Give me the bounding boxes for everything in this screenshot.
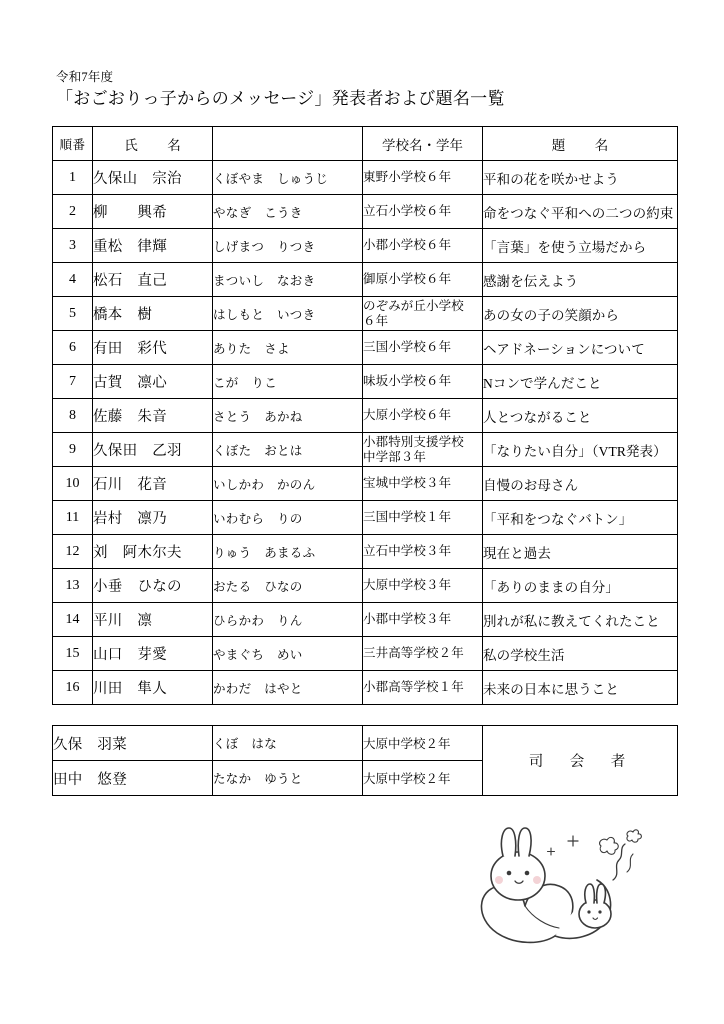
row-title: 命をつなぐ平和への二つの約束: [483, 195, 678, 229]
row-kana: しげまつ りつき: [213, 229, 363, 263]
row-kana: おたる ひなの: [213, 569, 363, 603]
table-row: [53, 637, 678, 671]
row-name: 柳 興希: [93, 195, 213, 229]
row-school-line1: のぞみが丘小学校: [363, 298, 464, 313]
row-title: 平和の花を咲かせよう: [483, 161, 678, 195]
row-title: 「ありのままの自分」: [483, 569, 678, 603]
row-kana: くぼやま しゅうじ: [213, 161, 363, 195]
row-kana: はしもと いつき: [213, 297, 363, 331]
row-no: 15: [53, 637, 93, 671]
row-no: 12: [53, 535, 93, 569]
table-row: [53, 263, 678, 297]
row-school: [363, 569, 483, 603]
row-name: 岩村 凛乃: [93, 501, 213, 535]
row-kana: くぼた おとは: [213, 433, 363, 467]
row-no: 14: [53, 603, 93, 637]
table-row: [53, 365, 678, 399]
row-no: 8: [53, 399, 93, 433]
row-no: 6: [53, 331, 93, 365]
row-school: [363, 433, 483, 467]
row-school: [363, 365, 483, 399]
row-name: 松石 直己: [93, 263, 213, 297]
row-school: [363, 297, 483, 331]
table-row: [53, 331, 678, 365]
host-name: 田中 悠登: [53, 761, 213, 796]
row-school-line1: 立石中学校３年: [363, 544, 452, 558]
row-school: [363, 501, 483, 535]
presenters-table: [52, 126, 678, 705]
table-header-row: [53, 127, 678, 161]
table-row: [53, 467, 678, 501]
row-no: 2: [53, 195, 93, 229]
host-kana: たなか ゆうと: [213, 761, 363, 796]
row-school: [363, 603, 483, 637]
row-name: 久保山 宗治: [93, 161, 213, 195]
row-school: [363, 535, 483, 569]
row-name: 古賀 凛心: [93, 365, 213, 399]
page-title: 「おごおりっ子からのメッセージ」発表者および題名一覧: [56, 89, 505, 108]
host-role-label: 司 会 者: [483, 726, 678, 796]
row-title: 未来の日本に思うこと: [483, 671, 678, 705]
row-school: [363, 229, 483, 263]
row-school: [363, 195, 483, 229]
column-header-kana: [213, 127, 363, 161]
row-no: 16: [53, 671, 93, 705]
column-header-no: 順番: [53, 127, 93, 161]
table-row: [53, 161, 678, 195]
row-school-line1: 小郡小学校６年: [363, 238, 452, 252]
row-school-line1: 大原小学校６年: [363, 408, 452, 422]
host-school: 大原中学校２年: [363, 726, 483, 761]
row-title: 現在と過去: [483, 535, 678, 569]
row-kana: いしかわ かのん: [213, 467, 363, 501]
document-header: [56, 70, 676, 110]
row-kana: りゅう あまるふ: [213, 535, 363, 569]
row-kana: いわむら りの: [213, 501, 363, 535]
table-row: [53, 535, 678, 569]
row-school: [363, 467, 483, 501]
row-kana: かわだ はやと: [213, 671, 363, 705]
row-school-line1: 東野小学校６年: [363, 170, 452, 184]
row-name: 久保田 乙羽: [93, 433, 213, 467]
row-title: 「なりたい自分」（VTR発表）: [483, 433, 678, 467]
row-school: [363, 399, 483, 433]
row-title: あの女の子の笑顔から: [483, 297, 678, 331]
host-name: 久保 羽菜: [53, 726, 213, 761]
row-no: 1: [53, 161, 93, 195]
table-row: [53, 399, 678, 433]
row-school-line1: 小郡高等学校１年: [363, 680, 464, 694]
row-no: 5: [53, 297, 93, 331]
row-name: 有田 彩代: [93, 331, 213, 365]
row-name: 川田 隼人: [93, 671, 213, 705]
table-row: [53, 195, 678, 229]
row-kana: ひらかわ りん: [213, 603, 363, 637]
column-header-title: 題 名: [483, 127, 678, 161]
row-name: 石川 花音: [93, 467, 213, 501]
row-name: 佐藤 朱音: [93, 399, 213, 433]
row-name: 橋本 樹: [93, 297, 213, 331]
column-header-name: 氏 名: [93, 127, 213, 161]
host-kana: くぼ はな: [213, 726, 363, 761]
row-school-line1: 御原小学校６年: [363, 272, 452, 286]
row-title: 私の学校生活: [483, 637, 678, 671]
table-row: [53, 433, 678, 467]
row-no: 10: [53, 467, 93, 501]
row-title: 人とつながること: [483, 399, 678, 433]
row-school-line1: 三国中学校１年: [363, 510, 452, 524]
row-kana: こが りこ: [213, 365, 363, 399]
row-no: 11: [53, 501, 93, 535]
column-header-school: 学校名・学年: [363, 127, 483, 161]
row-name: 山口 芽愛: [93, 637, 213, 671]
row-title: 「言葉」を使う立場だから: [483, 229, 678, 263]
row-school: [363, 637, 483, 671]
hosts-table: [52, 725, 678, 796]
row-kana: まついし なおき: [213, 263, 363, 297]
row-title: 「平和をつなぐバトン」: [483, 501, 678, 535]
row-no: 4: [53, 263, 93, 297]
row-school-line2: 中学部３年: [363, 449, 427, 464]
fiscal-year: 令和7年度: [56, 70, 114, 84]
row-school: [363, 161, 483, 195]
table-row: [53, 569, 678, 603]
row-school-line1: 宝城中学校３年: [363, 476, 452, 490]
table-row: [53, 603, 678, 637]
row-school-line2: ６年: [363, 313, 389, 328]
row-school-line1: 三国小学校６年: [363, 340, 452, 354]
rabbit-heart-illustration: [455, 818, 685, 978]
row-no: 9: [53, 433, 93, 467]
row-name: 小垂 ひなの: [93, 569, 213, 603]
row-name: 平川 凛: [93, 603, 213, 637]
row-school-line1: 立石小学校６年: [363, 204, 452, 218]
row-school-line1: 大原中学校３年: [363, 578, 452, 592]
row-school-line1: 小郡中学校３年: [363, 612, 452, 626]
row-name: 刘 阿木尔夫: [93, 535, 213, 569]
row-no: 3: [53, 229, 93, 263]
row-title: ヘアドネーションについて: [483, 331, 678, 365]
row-kana: さとう あかね: [213, 399, 363, 433]
row-title: Nコンで学んだこと: [483, 365, 678, 399]
row-title: 感謝を伝えよう: [483, 263, 678, 297]
row-school-line1: 味坂小学校６年: [363, 374, 452, 388]
row-title: 自慢のお母さん: [483, 467, 678, 501]
row-school: [363, 331, 483, 365]
table-row: [53, 501, 678, 535]
row-school: [363, 671, 483, 705]
row-kana: やまぐち めい: [213, 637, 363, 671]
row-title: 別れが私に教えてくれたこと: [483, 603, 678, 637]
row-no: 7: [53, 365, 93, 399]
table-row: [53, 671, 678, 705]
host-row: [53, 726, 678, 761]
row-name: 重松 律輝: [93, 229, 213, 263]
table-row: [53, 297, 678, 331]
host-school: 大原中学校２年: [363, 761, 483, 796]
table-row: [53, 229, 678, 263]
row-school: [363, 263, 483, 297]
row-school-line1: 小郡特別支援学校: [363, 434, 464, 449]
row-school-line1: 三井高等学校２年: [363, 646, 464, 660]
row-no: 13: [53, 569, 93, 603]
row-kana: やなぎ こうき: [213, 195, 363, 229]
row-kana: ありた さよ: [213, 331, 363, 365]
